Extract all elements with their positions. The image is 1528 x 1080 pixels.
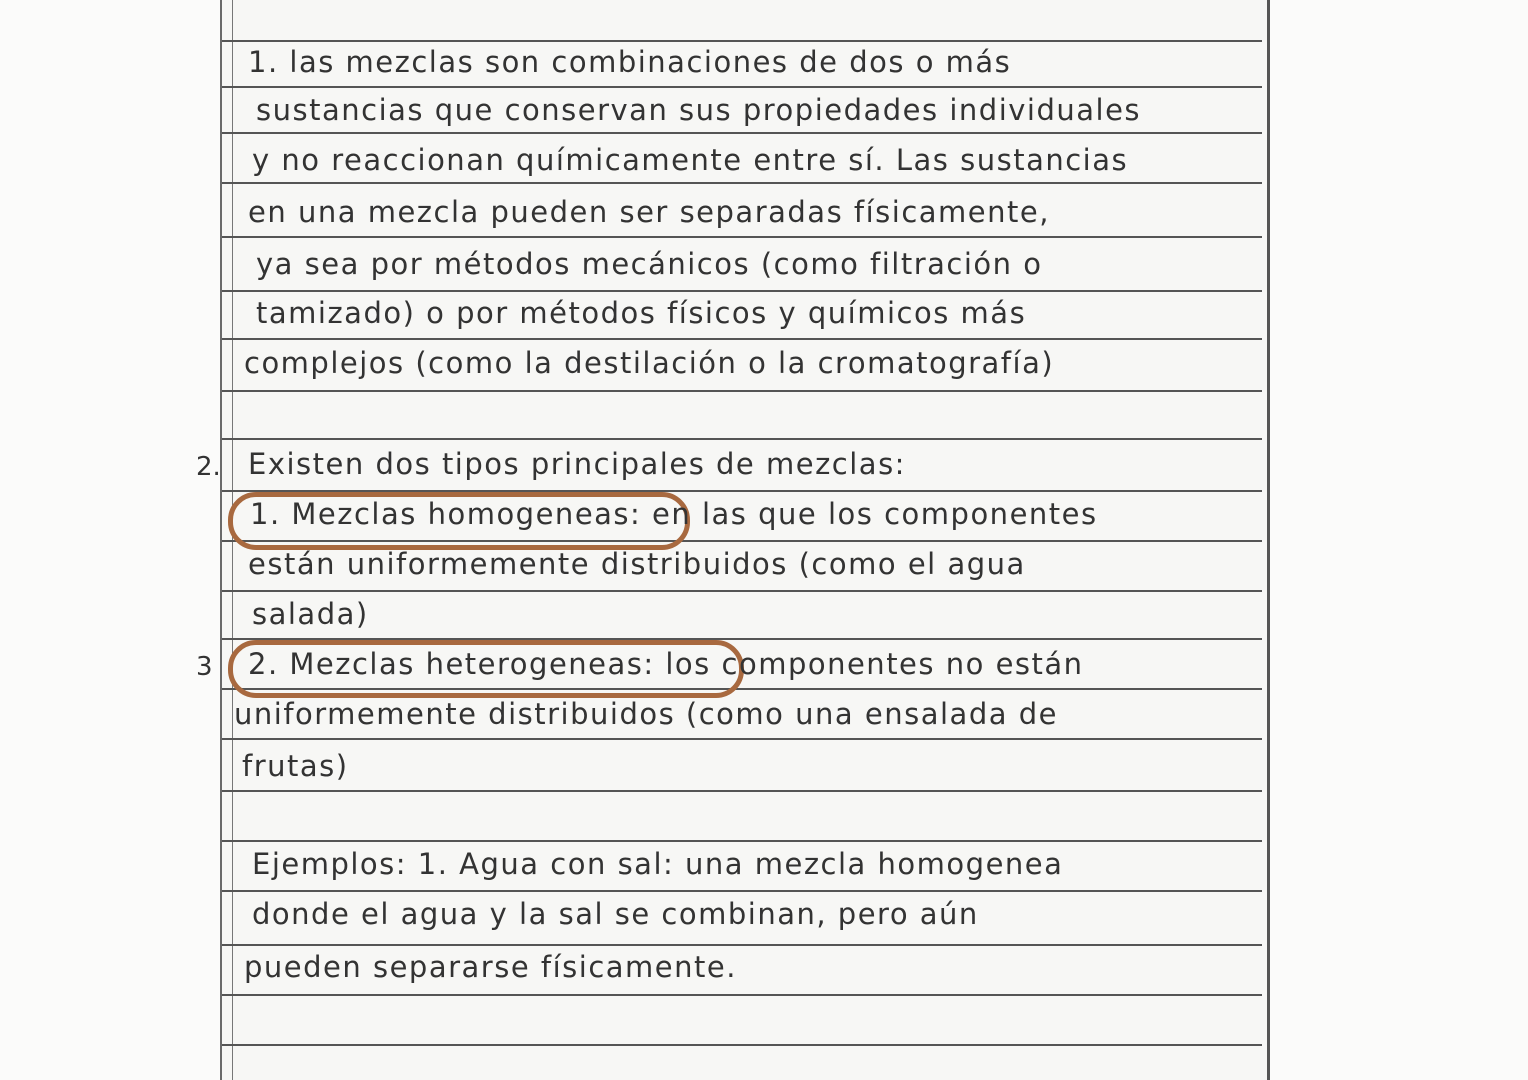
ruled-line (222, 132, 1262, 134)
ruled-line (222, 338, 1262, 340)
margin-number: 3 (196, 652, 213, 682)
ruled-line (222, 182, 1262, 184)
margin-number: 2. (196, 452, 221, 482)
note-line: donde el agua y la sal se combinan, pero aún (252, 897, 979, 931)
ruled-line (222, 890, 1262, 892)
ruled-line (222, 944, 1262, 946)
ruled-line (222, 840, 1262, 842)
note-line: salada) (252, 597, 369, 631)
ruled-line (222, 390, 1262, 392)
ruled-line (222, 994, 1262, 996)
note-line: uniformemente distribuidos (como una ensalada de (234, 697, 1058, 731)
note-line: frutas) (242, 749, 349, 783)
ruled-line (222, 290, 1262, 292)
note-line: en una mezcla pueden ser separadas físicamente, (248, 195, 1050, 229)
note-line: complejos (como la destilación o la cromatografía) (244, 346, 1055, 380)
ruled-line (222, 438, 1262, 440)
note-line: y no reaccionan químicamente entre sí. Las sustancias (252, 143, 1129, 177)
ruled-line (222, 40, 1262, 42)
note-line: están uniformemente distribuidos (como el agua (248, 547, 1026, 581)
note-line: Ejemplos: 1. Agua con sal: una mezcla homogenea (252, 847, 1064, 881)
note-line: 1. Mezclas homogeneas: en las que los componentes (250, 497, 1098, 531)
note-line: sustancias que conservan sus propiedades individuales (256, 93, 1142, 127)
note-line: 2. Mezclas heterogeneas: los componentes no están (248, 647, 1084, 681)
ruled-line (222, 738, 1262, 740)
note-line: 1. las mezclas son combinaciones de dos o más (248, 45, 1012, 79)
ruled-line (222, 236, 1262, 238)
note-line: Existen dos tipos principales de mezclas: (248, 447, 906, 481)
ruled-line (222, 590, 1262, 592)
note-line: tamizado) o por métodos físicos y químicos más (256, 296, 1027, 330)
ruled-line (222, 1044, 1262, 1046)
ruled-line (222, 790, 1262, 792)
note-line: pueden separarse físicamente. (244, 950, 737, 984)
ruled-line (222, 86, 1262, 88)
note-line: ya sea por métodos mecánicos (como filtración o (256, 247, 1043, 281)
